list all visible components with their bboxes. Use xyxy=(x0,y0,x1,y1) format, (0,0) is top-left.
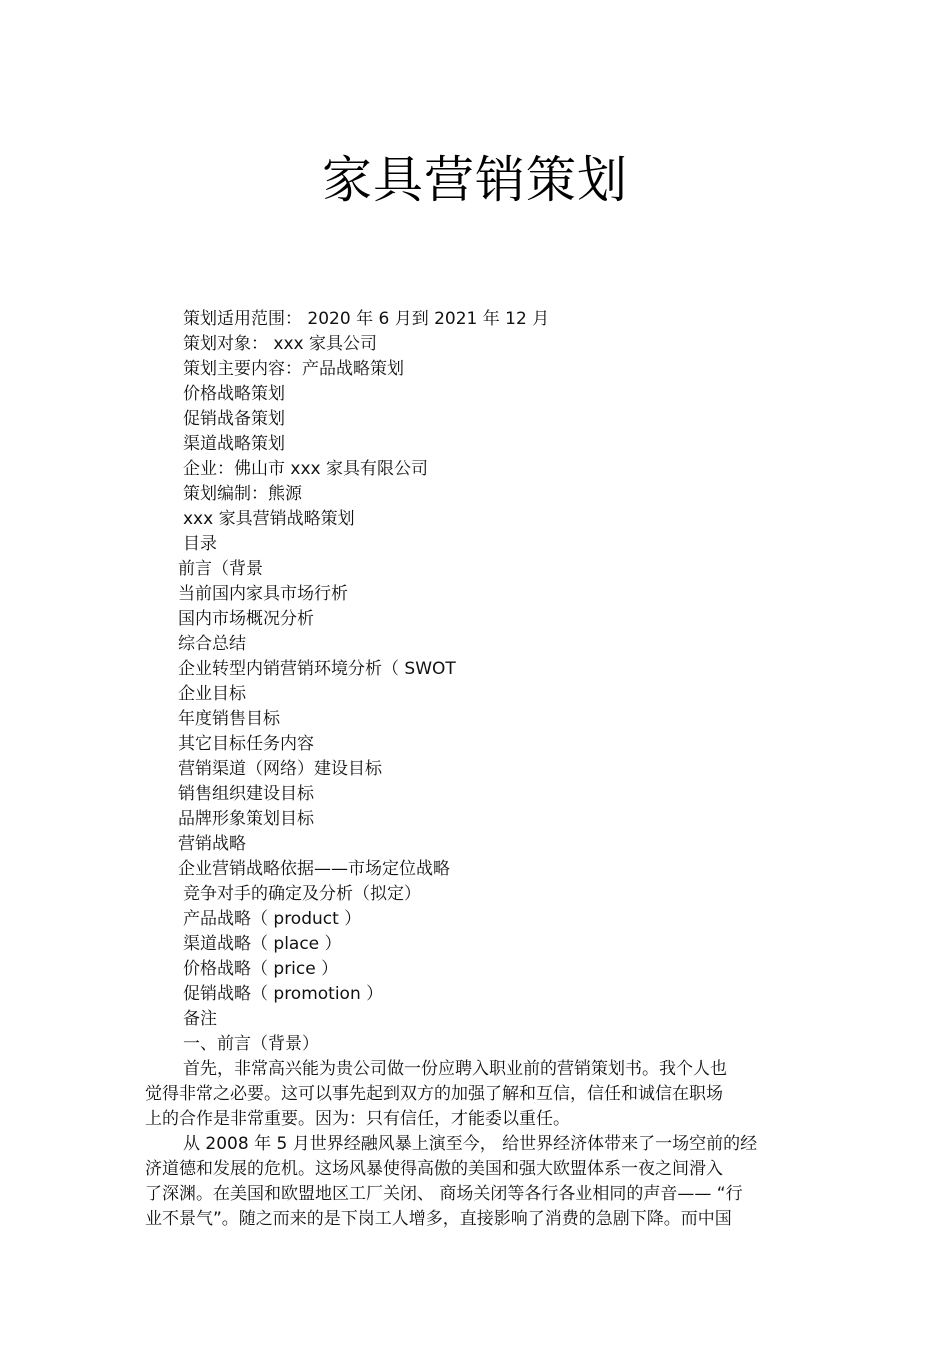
toc-item: 年度销售目标 xyxy=(178,709,280,729)
toc-item: 品牌形象策划目标 xyxy=(178,809,314,829)
meta-subtitle-line: xxx 家具营销战略策划 xyxy=(183,509,355,529)
paragraph-line: 了深渊。在美国和欧盟地区工厂关闭、 商场关闭等各行各业相同的声音—— “行 xyxy=(145,1184,743,1204)
toc-sub-item: 促销战略（ promotion ） xyxy=(183,984,384,1004)
toc-sub-item: 竞争对手的确定及分析（拟定） xyxy=(183,884,421,904)
toc-item: 企业营销战略依据——市场定位战略 xyxy=(178,859,450,879)
paragraph-line: 业不景气”。随之而来的是下岗工人增多，直接影响了消费的急剧下降。而中国 xyxy=(145,1209,732,1229)
toc-item: 企业转型内销营销环境分析（ SWOT xyxy=(178,659,456,679)
meta-scope-line: 策划适用范围： 2020 年 6 月到 2021 年 12 月 xyxy=(183,309,550,329)
toc-item: 综合总结 xyxy=(178,634,246,654)
toc-item: 前言（背景 xyxy=(178,559,263,579)
toc-sub-item: 产品战略（ product ） xyxy=(183,909,362,929)
paragraph-line: 上的合作是非常重要。因为：只有信任，才能委以重任。 xyxy=(145,1109,570,1129)
document-title: 家具营销策划 xyxy=(322,151,628,209)
meta-company-line: 企业：佛山市 xxx 家具有限公司 xyxy=(183,459,428,479)
toc-item: 其它目标任务内容 xyxy=(178,734,314,754)
toc-item: 营销渠道（网络）建设目标 xyxy=(178,759,382,779)
toc-item: 企业目标 xyxy=(178,684,246,704)
paragraph-line: 济道德和发展的危机。这场风暴使得高傲的美国和强大欧盟体系一夜之间滑入 xyxy=(145,1159,723,1179)
toc-heading: 目录 xyxy=(183,534,217,554)
meta-content-item: 渠道战略策划 xyxy=(183,434,285,454)
meta-content-line: 策划主要内容：产品战略策划 xyxy=(183,359,404,379)
paragraph-line: 觉得非常之必要。这可以事先起到双方的加强了解和互信，信任和诚信在职场 xyxy=(145,1084,723,1104)
toc-sub-item: 渠道战略（ place ） xyxy=(183,934,342,954)
toc-item: 营销战略 xyxy=(178,834,246,854)
paragraph-line: 首先，非常高兴能为贵公司做一份应聘入职业前的营销策划书。我个人也 xyxy=(183,1059,727,1079)
meta-content-item: 价格战略策划 xyxy=(183,384,285,404)
meta-content-item: 促销战备策划 xyxy=(183,409,285,429)
toc-item: 当前国内家具市场行析 xyxy=(178,584,348,604)
section-heading: 一、前言（背景） xyxy=(183,1034,319,1054)
meta-target-line: 策划对象： xxx 家具公司 xyxy=(183,334,377,354)
toc-item: 销售组织建设目标 xyxy=(178,784,314,804)
paragraph-line: 从 2008 年 5 月世界经融风暴上演至今， 给世界经济体带来了一场空前的经 xyxy=(183,1134,758,1154)
meta-author-line: 策划编制：熊源 xyxy=(183,484,302,504)
toc-sub-item: 备注 xyxy=(183,1009,217,1029)
toc-sub-item: 价格战略（ price ） xyxy=(183,959,339,979)
toc-item: 国内市场概况分析 xyxy=(178,609,314,629)
